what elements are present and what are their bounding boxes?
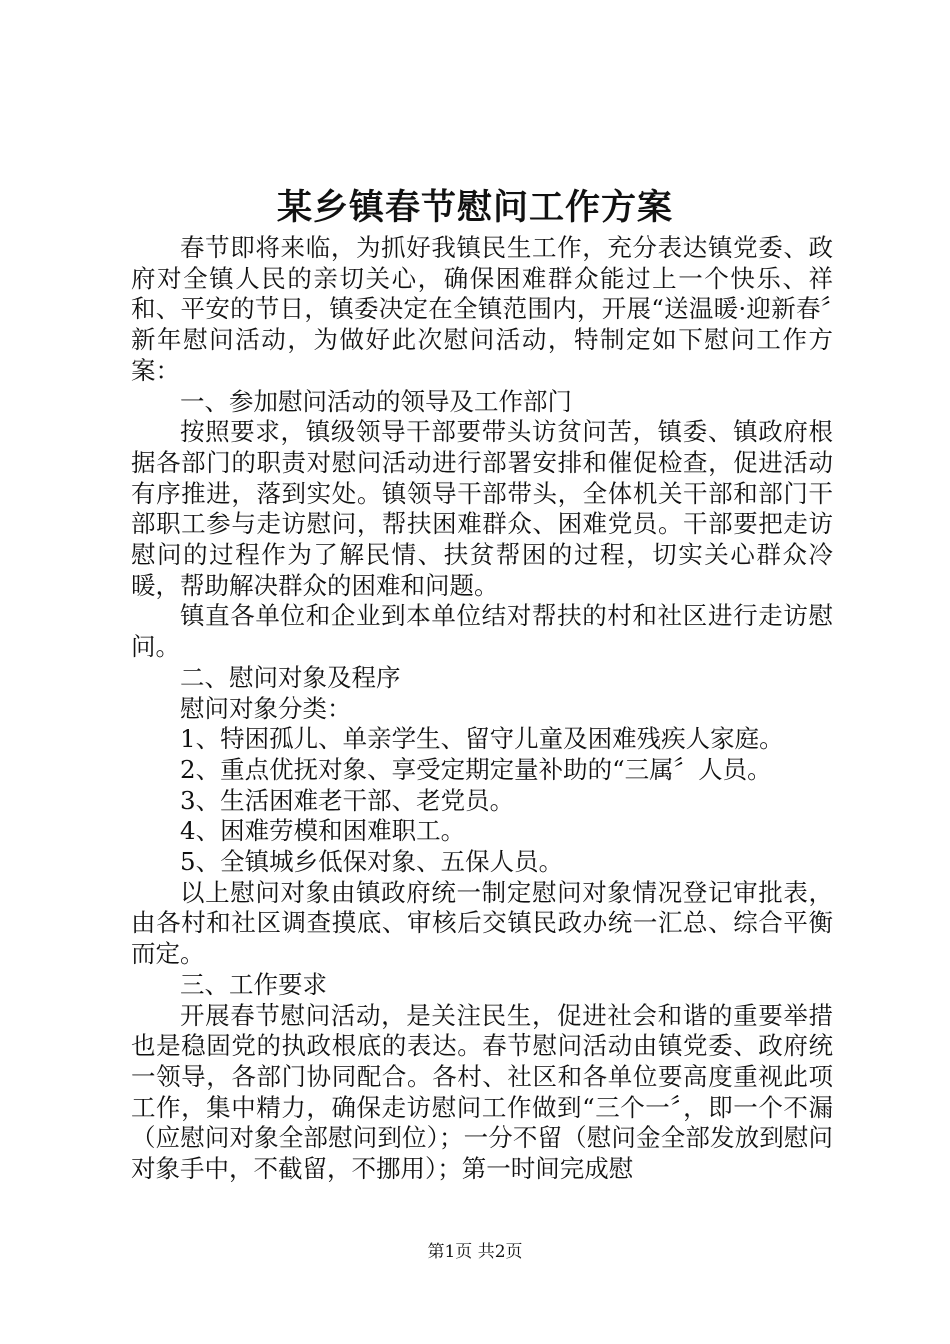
list-item: 4、困难劳模和困难职工。 bbox=[180, 816, 466, 846]
paragraph: 慰问对象分类： bbox=[180, 693, 352, 723]
list-item: 3、生活困难老干部、老党员。 bbox=[180, 785, 515, 815]
paragraph: 按照要求，镇级领导干部要带头访贫问苦，镇委、镇政府根据各部门的职责对慰问活动进行部署安排和催促检查，促进活动有序推进，落到实处。镇领导干部带头，全体机关干部和部门干部职工参与走访慰问，帮扶困难群众、困难党员。干部要把走访慰问的过程作为了解民情、扶贫帮困的过程，切实关心群众冷暖，帮助解决群众的困难和问题。 bbox=[131, 417, 833, 600]
list-item: 5、全镇城乡低保对象、五保人员。 bbox=[180, 847, 564, 877]
page-number-footer: 第1页 共2页 bbox=[427, 1242, 523, 1262]
paragraph: 以上慰问对象由镇政府统一制定慰问对象情况登记审批表，由各村和社区调查摸底、审核后交镇民政办统一汇总、综合平衡而定。 bbox=[131, 877, 833, 969]
section-heading-2: 二、慰问对象及程序 bbox=[180, 662, 401, 692]
paragraph: 开展春节慰问活动，是关注民生，促进社会和谐的重要举措也是稳固党的执政根底的表达。春节慰问活动由镇党委、政府统一领导，各部门协同配合。各村、社区和各单位要高度重视此项工作，集中精力，确保走访慰问工作做到“三个一〞，即一个不漏（应慰问对象全部慰问到位）；一分不留（慰问金全部发放到慰问对象手中，不截留，不挪用）；第一时间完成慰 bbox=[131, 1000, 833, 1184]
list-item: 1、特困孤儿、单亲学生、留守儿童及困难残疾人家庭。 bbox=[180, 724, 784, 754]
document-body bbox=[131, 233, 833, 1185]
list-item: 2、重点优抚对象、享受定期定量补助的“三属〞人员。 bbox=[180, 754, 772, 784]
document-title: 某乡镇春节慰问工作方案 bbox=[276, 187, 673, 228]
section-heading-1: 一、参加慰问活动的领导及工作部门 bbox=[180, 386, 572, 416]
paragraph-intro: 春节即将来临，为抓好我镇民生工作，充分表达镇党委、政府对全镇人民的亲切关心，确保困难群众能过上一个快乐、祥和、平安的节日，镇委决定在全镇范围内，开展“送温暖·迎新春〞新年慰问活动，为做好此次慰问活动，特制定如下慰问工作方案： bbox=[131, 233, 833, 385]
section-heading-3: 三、工作要求 bbox=[180, 969, 327, 999]
paragraph: 镇直各单位和企业到本单位结对帮扶的村和社区进行走访慰问。 bbox=[131, 601, 833, 662]
